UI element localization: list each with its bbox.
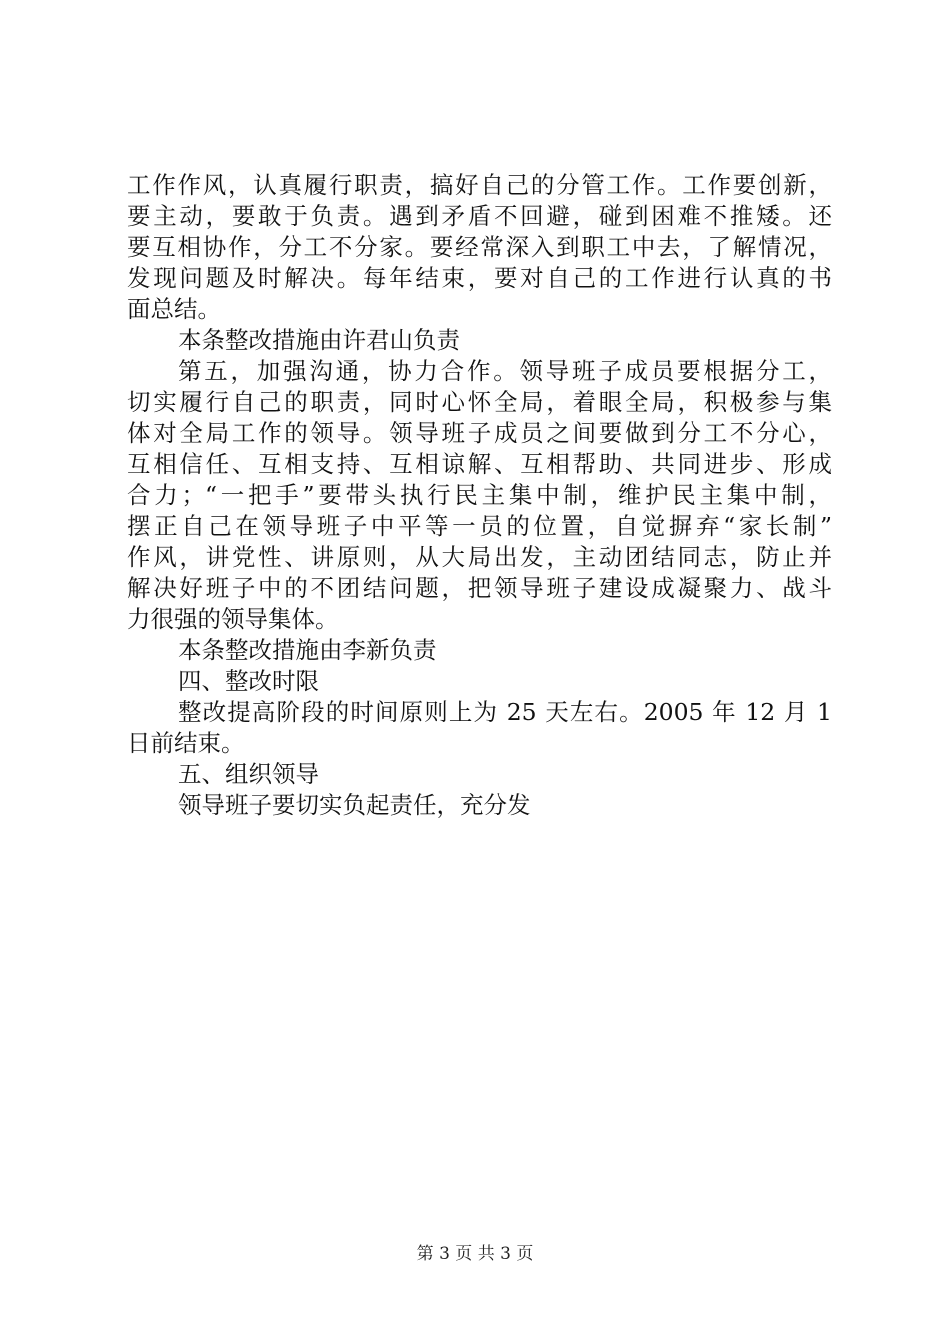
text-line: 发现问题及时解决。每年结束，要对自己的工作进行认真的书 (127, 264, 832, 292)
responsibility-line: 本条整改措施由李新负责 (178, 636, 437, 664)
text-line: 第五，加强沟通，协力合作。领导班子成员要根据分工， (178, 357, 832, 385)
text-line: 互相信任、互相支持、互相谅解、互相帮助、共同进步、形成 (127, 450, 832, 478)
text-line: 摆正自己在领导班子中平等一员的位置，自觉摒弃“家长制” (127, 512, 832, 540)
section-heading: 五、组织领导 (178, 760, 319, 788)
text-line: 面总结。 (127, 295, 221, 323)
text-line: 体对全局工作的领导。领导班子成员之间要做到分工不分心， (127, 419, 832, 447)
text-line: 要互相协作，分工不分家。要经常深入到职工中去，了解情况， (127, 233, 832, 261)
text-line: 领导班子要切实负起责任，充分发 (178, 791, 531, 819)
section-heading: 四、整改时限 (178, 667, 319, 695)
text-line: 日前结束。 (127, 729, 245, 757)
text-line: 合力；“一把手”要带头执行民主集中制，维护民主集中制， (127, 481, 832, 509)
text-line: 切实履行自己的职责，同时心怀全局，着眼全局，积极参与集 (127, 388, 832, 416)
page-footer: 第 3 页 共 3 页 (416, 1244, 534, 1264)
text-line: 整改提高阶段的时间原则上为 25 天左右。2005 年 12 月 1 (178, 698, 832, 726)
text-line: 解决好班子中的不团结问题，把领导班子建设成凝聚力、战斗 (127, 574, 832, 602)
text-line: 力很强的领导集体。 (127, 605, 339, 633)
document-body (127, 170, 832, 821)
responsibility-line: 本条整改措施由许君山负责 (178, 326, 460, 354)
text-line: 作风，讲党性、讲原则，从大局出发，主动团结同志，防止并 (127, 543, 832, 571)
text-line: 要主动，要敢于负责。遇到矛盾不回避，碰到困难不推矮。还 (127, 202, 832, 230)
text-line: 工作作风，认真履行职责，搞好自己的分管工作。工作要创新， (127, 171, 832, 199)
